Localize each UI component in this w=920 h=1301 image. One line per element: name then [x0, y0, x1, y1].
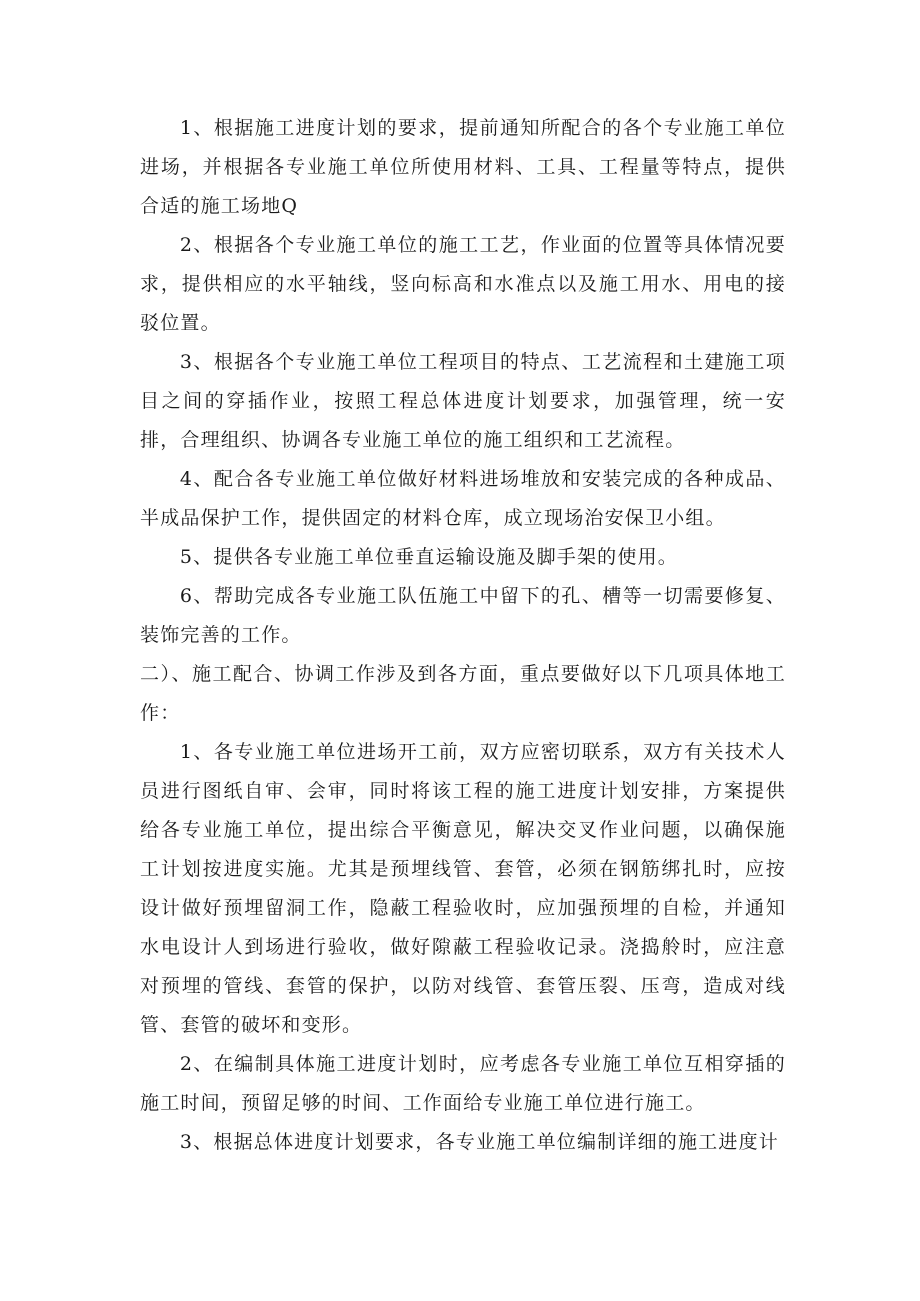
- paragraph-8: 2、在编制具体施工进度计划时，应考虑各专业施工单位互相穿插的施工时间，预留足够的时间、工作面给专业施工单位进行施工。: [140, 1053, 786, 1114]
- paragraph-6: 6、帮助完成各专业施工队伍施工中留下的孔、槽等一切需要修复、装饰完善的工作。: [140, 585, 786, 646]
- paragraph-2: 2、根据各个专业施工单位的施工工艺，作业面的位置等具体情况要求，提供相应的水平轴线，竖向标高和水准点以及施工用水、用电的接驳位置。: [140, 234, 786, 334]
- paragraph-7: 1、各专业施工单位进场开工前，双方应密切联系，双方有关技术人员进行图纸自审、会审，同时将该工程的施工进度计划安排，方案提供给各专业施工单位，提出综合平衡意见，解决交叉作业问题，以确保施工计划按进度实施。尤其是预埋线管、套管，必须在钢筋绑扎时，应按设计做好预埋留洞工作，隐蔽工程验收时，应加强预埋的自检，并通知水电设计人到场进行验收，做好隙蔽工程验收记录。浇捣舲时，应注意对预埋的管线、套管的保护，以防对线管、套管压裂、压弯，造成对线管、套管的破坏和变形。: [140, 741, 786, 1036]
- paragraph-3: 3、根据各个专业施工单位工程项目的特点、工艺流程和土建施工项目之间的穿插作业，按照工程总体进度计划要求，加强管理，统一安排，合理组织、协调各专业施工单位的施工组织和工艺流程。: [140, 351, 786, 451]
- paragraph-5: 5、提供各专业施工单位垂直运输设施及脚手架的使用。: [179, 546, 678, 568]
- document-body: [140, 109, 786, 1162]
- paragraph-9: 3、根据总体进度计划要求，各专业施工单位编制详细的施工进度计: [179, 1131, 779, 1153]
- paragraph-1: 1、根据施工进度计划的要求，提前通知所配合的各个专业施工单位进场，并根据各专业施工单位所使用材料、工具、工程量等特点，提供合适的施工场地Q: [140, 117, 786, 217]
- paragraph-4: 4、配合各专业施工单位做好材料进场堆放和安装完成的各种成品、半成品保护工作，提供固定的材料仓库，成立现场治安保卫小组。: [140, 468, 786, 529]
- section-heading-2: 二）、施工配合、协调工作涉及到各方面，重点要做好以下几项具体地工作：: [140, 663, 786, 724]
